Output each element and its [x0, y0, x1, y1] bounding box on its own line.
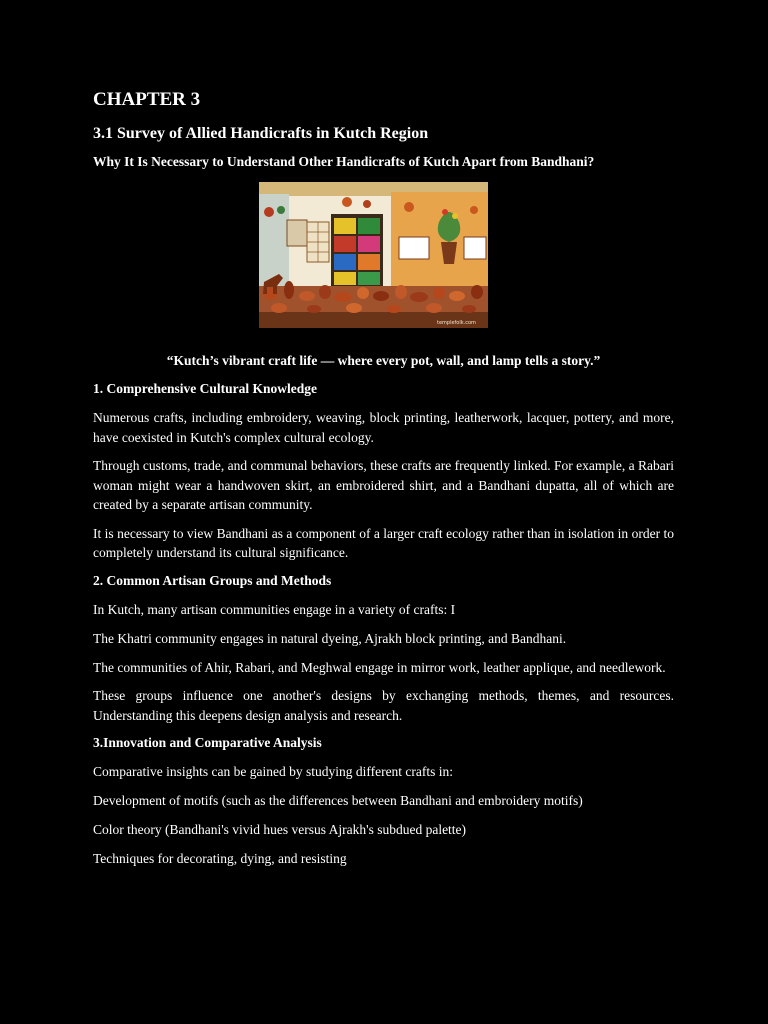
paragraph: Through customs, trade, and communal behaviors, these crafts are frequently linked. For example, a Rabari woman might wear a handwoven skirt, an embroidered shirt, and a Bandhani dupatta, all of which are created by a separate artisan community. [93, 458, 674, 512]
kutch-craft-photo [259, 182, 488, 328]
section-question: Why It Is Necessary to Understand Other Handicrafts of Kutch Apart from Bandhani? [93, 154, 595, 169]
paragraph: It is necessary to view Bandhani as a component of a larger craft ecology rather than in isolation in order to completely understand its cultural significance. [93, 525, 674, 560]
section-heading-2: 2. Common Artisan Groups and Methods [93, 572, 332, 588]
photo-watermark: templefolk.com [437, 320, 476, 326]
section-heading-1: 1. Comprehensive Cultural Knowledge [93, 381, 318, 396]
section-heading-3: 3.Innovation and Comparative Analysis [93, 735, 322, 750]
paragraph: Development of motifs (such as the differences between Bandhani and embroidery motifs) [93, 793, 583, 808]
paragraph: Comparative insights can be gained by studying different crafts in: [93, 764, 454, 779]
paragraph: Techniques for decorating, dying, and resisting [93, 851, 347, 866]
section-title: 3.1 Survey of Allied Handicrafts in Kutch Region [93, 125, 429, 142]
chapter-title: CHAPTER 3 [93, 89, 201, 110]
image-caption: “Kutch’s vibrant craft life — where every pot, wall, and lamp tells a story.” [166, 353, 601, 368]
document-page [93, 88, 674, 878]
paragraph: Numerous crafts, including embroidery, weaving, block printing, leatherwork, lacquer, pottery, and more, have coexisted in Kutch's complex cultural ecology. [93, 410, 674, 445]
paragraph: Color theory (Bandhani's vivid hues versus Ajrakh's subdued palette) [93, 822, 467, 837]
paragraph: In Kutch, many artisan communities engage in a variety of crafts: I [93, 601, 456, 617]
paragraph: The communities of Ahir, Rabari, and Meghwal engage in mirror work, leather applique, and needlework. [93, 659, 666, 675]
paragraph: The Khatri community engages in natural dyeing, Ajrakh block printing, and Bandhani. [93, 630, 567, 646]
paragraph: These groups influence one another's designs by exchanging methods, themes, and resources. Understanding this deepens design analysis and research. [93, 688, 674, 723]
